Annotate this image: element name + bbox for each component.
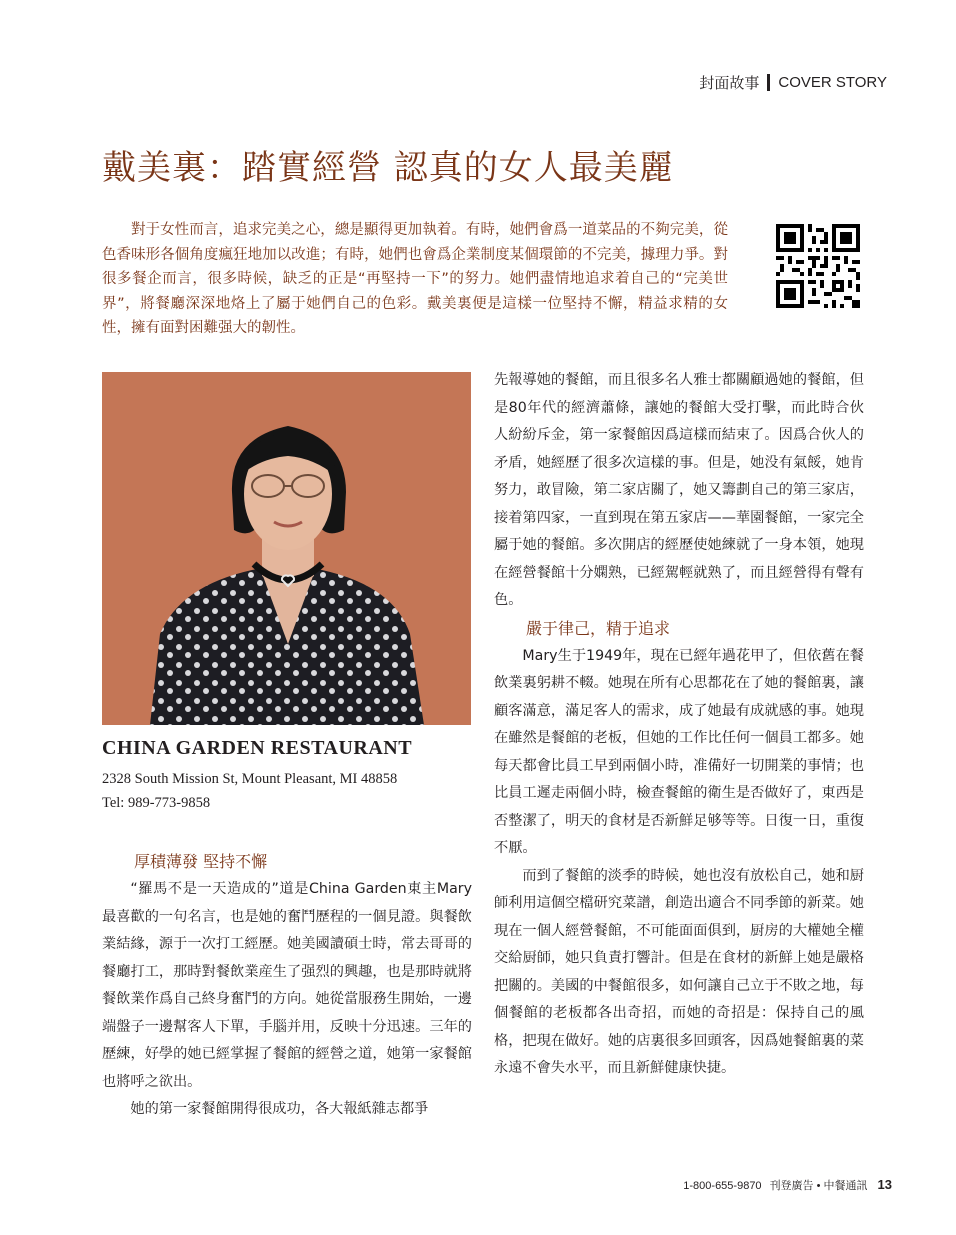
footer-text: 刊登廣告 • 中餐通訊 [769, 1180, 868, 1192]
restaurant-contact [102, 767, 397, 815]
footer-phone: 1-800-655-9870 [683, 1180, 762, 1192]
section-label-zh: 封面故事 [699, 75, 760, 92]
qr-code-icon [776, 224, 860, 308]
paragraph: “羅馬不是一天造成的”道是China Garden東主Mary最喜歡的一句名言，也是她的奮鬥歷程的一個見證。與餐飲業結緣，源于一次打工經歷。她美國讀碩士時，常去哥哥的餐廳打工，那時對餐飲業産生了强烈的興趣，也是那時就將餐飲業作爲自己終身奮鬥的方向。她從當服務生開始，一邊端盤子一邊幫客人下單，手腦并用，反映十分迅速。三年的歷練，好學的她已經掌握了餐館的經營之道，她第一家餐館也將呼之欲出。 [102, 881, 472, 1090]
restaurant-address: 2328 South Mission St, Mount Pleasant, MI 48858 [102, 771, 398, 787]
article-title: 戴美裏：踏實經營 認真的女人最美麗 [102, 148, 674, 188]
subheading-2: 嚴于律己，精于追求 [526, 618, 671, 638]
paragraph: 先報導她的餐館，而且很多名人雅士都關顧過她的餐館，但是80年代的經濟蕭條，讓她的餐館大受打擊，而此時合伙人紛紛斥金，第一家餐館因爲這樣而結束了。因爲合伙人的矛盾，她經歷了很多次這樣的事。但是，她没有氣餒，她肯努力，敢冒險，第二家店關了，她又籌劃自己的第三家店，接着第四家，一直到現在第五家店——華園餐館，一家完全屬于她的餐館。多次開店的經歷使她練就了一身本領，她現在經營餐館十分嫻熟，已經駕輕就熟了，而且經營得有聲有色。 [494, 372, 864, 608]
restaurant-name: CHINA GARDEN RESTAURANT [102, 737, 413, 759]
section-tag [699, 72, 887, 93]
restaurant-tel: Tel: 989-773-9858 [102, 795, 211, 811]
subheading-1: 厚積薄發 堅持不懈 [134, 852, 268, 871]
portrait-photo [102, 372, 471, 725]
intro-paragraph [102, 218, 728, 341]
section-label-en: COVER STORY [778, 74, 887, 91]
left-column [102, 848, 472, 1124]
section-divider [767, 74, 770, 91]
intro-text: 對于女性而言，追求完美之心，總是顯得更加執着。有時，她們會爲一道菜品的不夠完美，從色香味形各個角度瘋狂地加以改進；有時，她們也會爲企業制度某個環節的不完美，據理力爭。對很多餐企而言，很多時候，缺乏的正是“再堅持一下”的努力。她們盡情地追求着自己的“完美世界”，將餐廳深深地烙上了屬于她們自己的色彩。戴美裏便是這樣一位堅持不懈，精益求精的女性，擁有面對困難强大的韌性。 [102, 222, 728, 336]
right-column [494, 367, 864, 1083]
paragraph: Mary生于1949年，現在已經年過花甲了，但依舊在餐飲業裏躬耕不輟。她現在所有心思都花在了她的餐館裏，讓顧客滿意，滿足客人的需求，成了她最有成就感的事。她現在雖然是餐館的老板，但她的工作比任何一個員工都多。她每天都會比員工早到兩個小時，准備好一切開業的事情；也比員工遲走兩個小時，檢查餐館的衛生是否做好了，東西是否整潔了，明天的食材是否新鮮足够等等。日復一日，重復不厭。 [494, 647, 864, 856]
page-number: 13 [877, 1177, 892, 1192]
paragraph: 而到了餐館的淡季的時候，她也沒有放松自己，她和厨師利用這個空檔研究菜譜，創造出適合不同季節的新菜。她現在一個人經營餐館，不可能面面俱到，厨房的大權她全權交給厨師，她只負責打響計。但是在食材的新鮮上她是嚴格把關的。美國的中餐館很多，如何讓自己立于不敗之地，每個餐館的老板都各出奇招，而她的奇招是：保持自己的風格，把現在做好。她的店裏很多回頭客，因爲她餐館裏的菜永遠不會失水平，而且新鮮健康快捷。 [494, 867, 864, 1076]
portrait-illustration [102, 372, 471, 725]
page-footer [683, 1177, 892, 1193]
paragraph: 她的第一家餐館開得很成功，各大報紙雜志都爭 [130, 1101, 429, 1117]
